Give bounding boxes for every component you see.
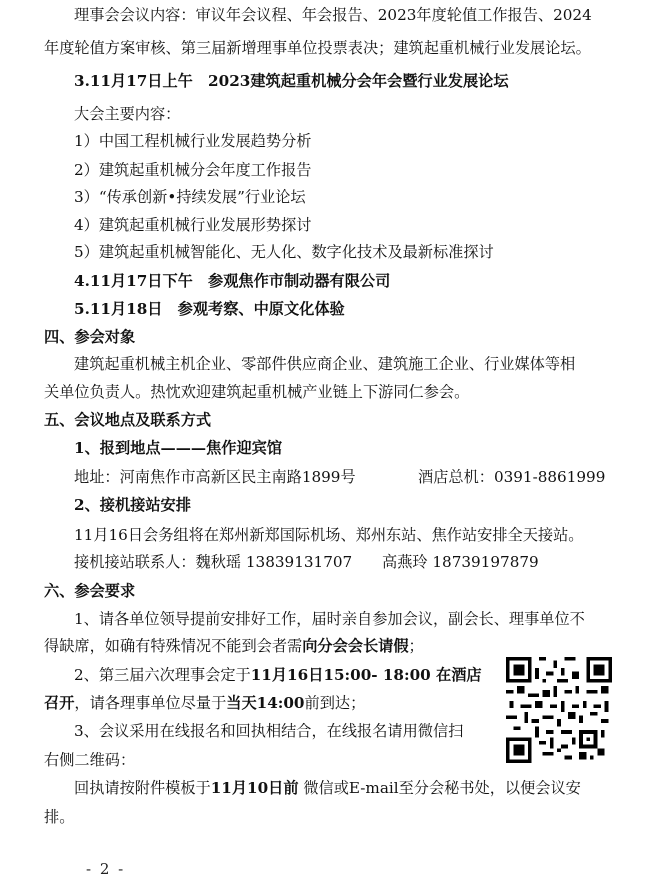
section-heading: 2、接机接站安排 — [74, 496, 191, 514]
list-item: 1）中国工程机械行业发展趋势分析 — [74, 132, 312, 150]
text-run: 回执请按附件模板于 — [74, 779, 211, 797]
body-text: 右侧二维码： — [44, 751, 136, 769]
body-text: 大会主要内容： — [74, 105, 181, 123]
body-text: 年度轮值方案审核、第三届新增理事单位投票表决；建筑起重机械行业发展论坛。 — [44, 39, 591, 57]
body-text: 理事会会议内容：审议年会议程、年会报告、2023年度轮值工作报告、2024 — [74, 6, 592, 24]
hotel-phone: 酒店总机：0391-8861999 — [418, 468, 606, 486]
text-run: ； — [408, 637, 424, 655]
emphasis-text: 召开 — [44, 694, 75, 712]
list-item: 3）“传承创新•持续发展”行业论坛 — [74, 188, 306, 206]
list-item: 5）建筑起重机械智能化、无人化、数字化技术及最新标准探讨 — [74, 243, 494, 261]
body-text — [44, 692, 365, 714]
chapter-heading: 六、参会要求 — [44, 582, 136, 600]
body-text: 排。 — [44, 808, 75, 826]
wechat-qr-code[interactable] — [505, 657, 613, 763]
emphasis-text: 11月16日15:00- 18:00 在酒店 — [250, 666, 482, 684]
chapter-heading: 四、参会对象 — [44, 328, 136, 346]
section-heading: 5.11月18日 参观考察、中原文化体验 — [74, 300, 345, 318]
chapter-heading: 五、会议地点及联系方式 — [44, 411, 212, 429]
body-text — [44, 635, 424, 657]
emphasis-text: 当天14:00 — [226, 694, 305, 712]
text-run: 得缺席，如确有特殊情况不能到会者需 — [44, 637, 303, 655]
page-number: - 2 - — [86, 860, 126, 878]
body-text: 3、会议采用在线报名和回执相结合，在线报名请用微信扫 — [74, 722, 464, 740]
body-text: 关单位负责人。热忱欢迎建筑起重机械产业链上下游同仁参会。 — [44, 383, 470, 401]
address-text: 地址：河南焦作市高新区民主南路1899号 — [74, 468, 356, 486]
list-item: 4）建筑起重机械行业发展形势探讨 — [74, 216, 312, 234]
section-heading: 1、报到地点———焦作迎宾馆 — [74, 439, 283, 457]
text-run: 前到达； — [304, 694, 366, 712]
emphasis-text: 向分会会长请假 — [302, 637, 409, 655]
body-text: 建筑起重机械主机企业、零部件供应商企业、建筑施工企业、行业媒体等相 — [74, 355, 576, 373]
section-heading: 3.11月17日上午 2023建筑起重机械分会年会暨行业发展论坛 — [74, 72, 509, 90]
body-text — [74, 777, 581, 799]
body-text: 11月16日会务组将在郑州新郑国际机场、郑州东站、焦作站安排全天接站。 — [74, 526, 584, 544]
text-run: 微信或E-mail至分会秘书处，以便会议安 — [298, 779, 581, 797]
contact-person: 高燕玲 18739197879 — [382, 553, 539, 571]
contact-person: 接机接站联系人：魏秋瑶 13839131707 — [74, 553, 353, 571]
body-text: 1、请各单位领导提前安排好工作，届时亲自参加会议，副会长、理事单位不 — [74, 610, 585, 628]
emphasis-text: 11月10日前 — [210, 779, 299, 797]
text-run: ，请各理事单位尽量于 — [74, 694, 227, 712]
body-text — [74, 664, 482, 686]
text-run: 2、第三届六次理事会定于 — [74, 666, 251, 684]
section-heading: 4.11月17日下午 参观焦作市制动器有限公司 — [74, 272, 391, 290]
list-item: 2）建筑起重机械分会年度工作报告 — [74, 161, 312, 179]
